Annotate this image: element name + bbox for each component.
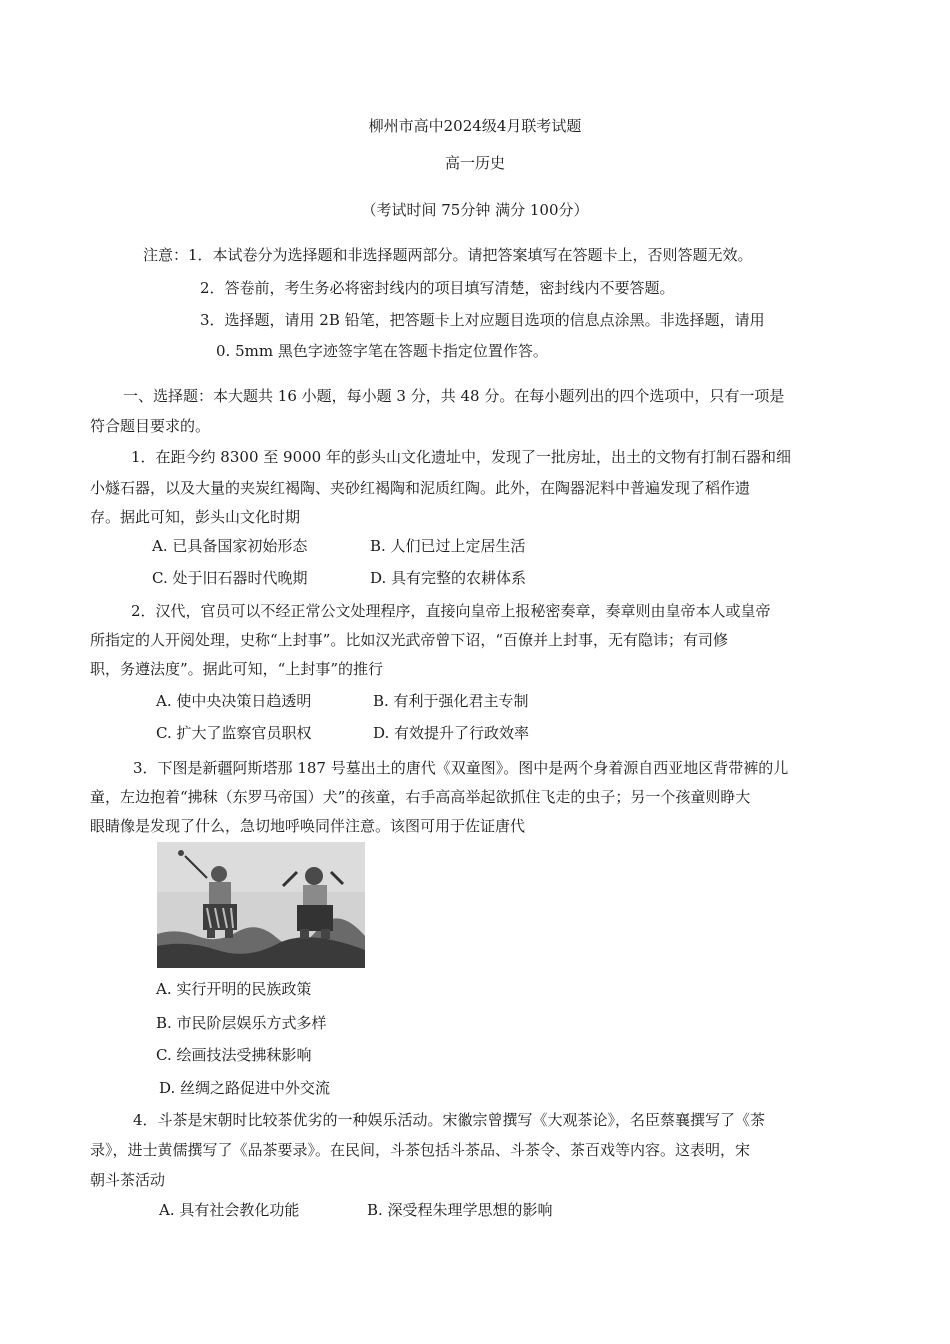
q1-option-b: B. 人们已过上定居生活 [370,537,526,555]
note-3: 3．选择题，请用 2B 铅笔，把答题卡上对应题目选项的信息点涂黑。非选择题，请用 [200,311,765,329]
note-2: 2．答卷前，考生务必将密封线内的项目填写清楚，密封线内不要答题。 [200,279,675,297]
q1-option-c: C. 处于旧石器时代晚期 [152,569,308,587]
q3-option-a: A. 实行开明的民族政策 [156,980,312,998]
q2-stem-line: 2．汉代，官员可以不经正常公文处理程序，直接向皇帝上报秘密奏章，奏章则由皇帝本人或皇帝 [131,602,771,620]
q2-option-b: B. 有利于强化君主专制 [373,692,529,710]
note-1: 注意：1．本试卷分为选择题和非选择题两部分。请把答案填写在答题卡上，否则答题无效。 [143,246,753,264]
q4-option-b: B. 深受程朱理学思想的影响 [367,1201,553,1219]
q3-option-c: C. 绘画技法受拂秣影响 [156,1046,312,1064]
q2-option-d: D. 有效提升了行政效率 [373,724,530,742]
q2-option-c: C. 扩大了监察官员职权 [156,724,312,742]
exam-title: 柳州市高中2024级4月联考试题 [368,117,582,135]
q2-stem-line: 职，务遵法度”。据此可知，“上封事”的推行 [90,660,384,678]
subject-title: 高一历史 [444,154,505,172]
q4-stem-line: 录》，进士黄儒撰写了《品茶要录》。在民间，斗茶包括斗茶品、斗茶令、茶百戏等内容。这表明，宋 [90,1141,751,1159]
shuangtong-painting-image [157,842,365,968]
q3-option-d: D. 丝绸之路促进中外交流 [159,1079,331,1097]
q3-stem-line: 眼睛像是发现了什么，急切地呼唤同伴注意。该图可用于佐证唐代 [90,817,526,835]
q1-stem-line: 存。据此可知，彭头山文化时期 [90,508,301,526]
exam-info: （考试时间 75分钟 满分 100分） [361,201,589,219]
q1-option-a: A. 已具备国家初始形态 [152,537,308,555]
q3-option-b: B. 市民阶层娱乐方式多样 [156,1014,327,1032]
q4-option-a: A. 具有社会教化功能 [159,1201,300,1219]
q3-stem-line: 童，左边抱着“拂秣（东罗马帝国）犬”的孩童，右手高高举起欲抓住飞走的虫子；另一个孩童则睁大 [90,788,751,806]
q2-stem-line: 所指定的人开阅处理，史称“上封事”。比如汉光武帝曾下诏，“百僚并上封事，无有隐讳；有司修 [90,631,729,649]
q1-option-d: D. 具有完整的农耕体系 [370,569,527,587]
q1-stem-line: 小燧石器，以及大量的夹炭红褐陶、夹砂红褐陶和泥质红陶。此外，在陶器泥料中普遍发现了稻作遗 [90,479,751,497]
q2-option-a: A. 使中央决策日趋透明 [156,692,312,710]
note-3-cont: 0. 5mm 黑色字迹签字笔在答题卡指定位置作答。 [216,342,548,360]
q3-stem-line: 3．下图是新疆阿斯塔那 187 号墓出土的唐代《双童图》。图中是两个身着源自西亚地区背带裤的儿 [133,759,789,777]
q1-stem-line: 1．在距今约 8300 至 9000 年的彭头山文化遗址中，发现了一批房址，出土的文物有打制石器和细 [131,448,791,466]
section-heading-cont: 符合题目要求的。 [90,417,211,435]
q4-stem-line: 朝斗茶活动 [90,1171,166,1189]
section-heading: 一、选择题：本大题共 16 小题，每小题 3 分，共 48 分。在每小题列出的四个选项中，只有一项是 [123,387,785,405]
q4-stem-line: 4．斗茶是宋朝时比较茶优劣的一种娱乐活动。宋徽宗曾撰写《大观茶论》，名臣蔡襄撰写了《茶 [133,1111,766,1129]
